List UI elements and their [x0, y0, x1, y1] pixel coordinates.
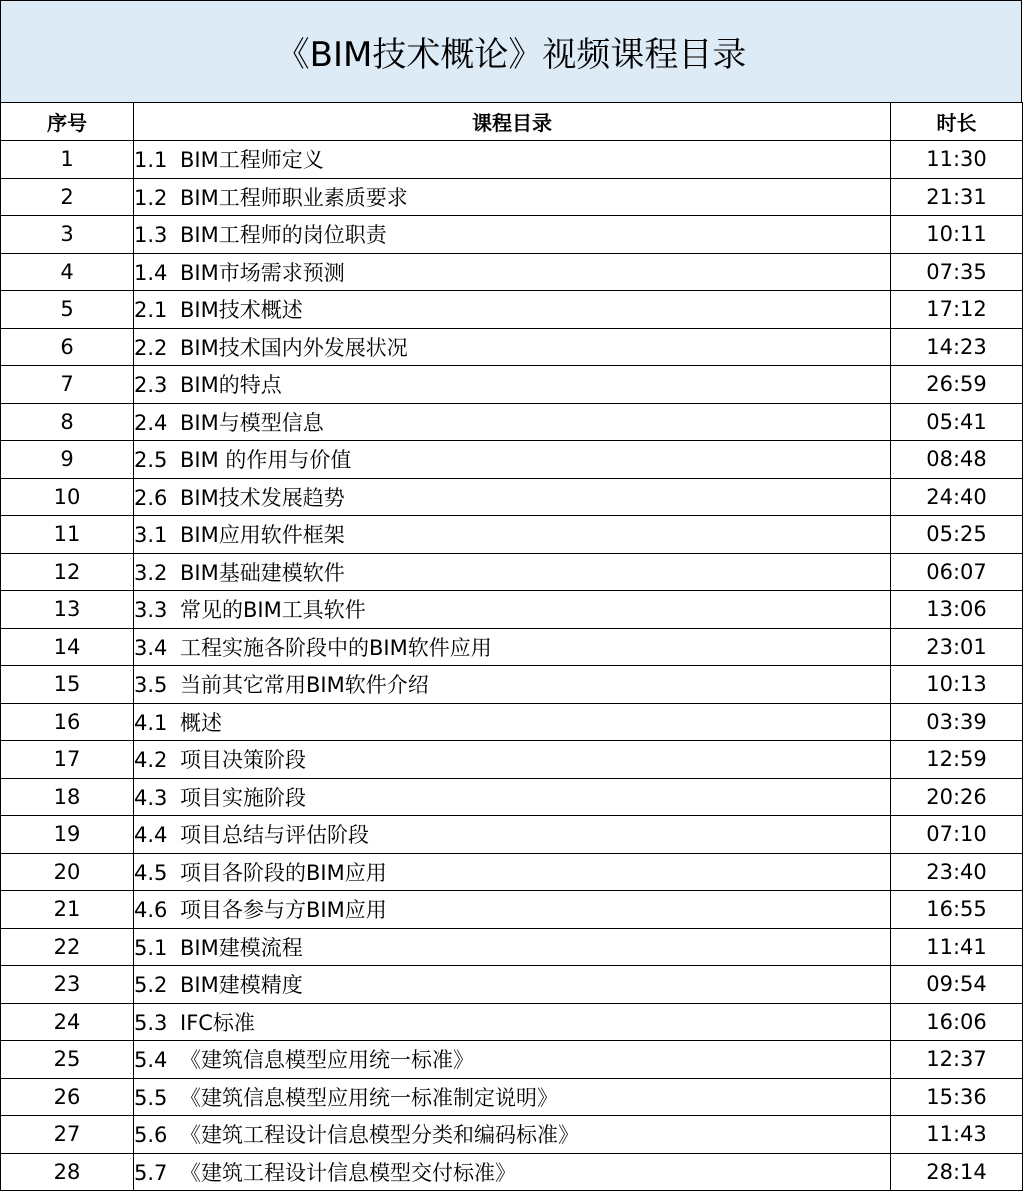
row-number: 11: [1, 516, 134, 554]
section-number: 4.6: [134, 898, 168, 923]
section-number: 2.5: [134, 448, 168, 473]
duration-cell: 17:12: [891, 291, 1023, 329]
section-number: 5.5: [134, 1085, 168, 1110]
row-number: 15: [1, 666, 134, 704]
course-cell: [134, 178, 891, 216]
course-name: BIM基础建模软件: [180, 560, 345, 585]
section-number: 2.6: [134, 485, 168, 510]
table-row: [1, 853, 1023, 891]
table-header-row: [1, 103, 1023, 141]
duration-cell: 12:37: [891, 1041, 1023, 1079]
table-row: [1, 216, 1023, 254]
duration-cell: 10:11: [891, 216, 1023, 254]
course-cell: [134, 253, 891, 291]
course-name: BIM市场需求预测: [180, 260, 345, 285]
course-name: 项目实施阶段: [180, 785, 306, 810]
duration-cell: 20:26: [891, 778, 1023, 816]
course-name: 概述: [180, 710, 222, 735]
row-number: 7: [1, 366, 134, 404]
course-cell: [134, 1041, 891, 1079]
course-name: 《建筑工程设计信息模型交付标准》: [180, 1160, 516, 1185]
course-name: BIM工程师职业素质要求: [180, 185, 408, 210]
header-course: 课程目录: [134, 103, 891, 141]
duration-cell: 12:59: [891, 741, 1023, 779]
course-name: BIM工程师定义: [180, 148, 324, 173]
table-row: [1, 1116, 1023, 1154]
course-cell: [134, 741, 891, 779]
row-number: 8: [1, 403, 134, 441]
course-name: BIM建模流程: [180, 935, 303, 960]
row-number: 13: [1, 591, 134, 629]
section-number: 2.2: [134, 335, 168, 360]
table-row: [1, 666, 1023, 704]
section-number: 5.3: [134, 1010, 168, 1035]
course-cell: [134, 1003, 891, 1041]
course-cell: [134, 966, 891, 1004]
course-name: BIM与模型信息: [180, 410, 324, 435]
table-row: [1, 253, 1023, 291]
duration-cell: 23:01: [891, 628, 1023, 666]
course-cell: [134, 628, 891, 666]
row-number: 1: [1, 141, 134, 179]
section-number: 4.2: [134, 748, 168, 773]
row-number: 10: [1, 478, 134, 516]
course-name: BIM建模精度: [180, 973, 303, 998]
section-number: 5.4: [134, 1048, 168, 1073]
table-row: [1, 816, 1023, 854]
course-cell: [134, 666, 891, 704]
course-name: 项目各参与方BIM应用: [180, 898, 387, 923]
table-row: [1, 366, 1023, 404]
row-number: 28: [1, 1153, 134, 1191]
row-number: 20: [1, 853, 134, 891]
duration-cell: 13:06: [891, 591, 1023, 629]
header-duration: 时长: [891, 103, 1023, 141]
course-cell: [134, 853, 891, 891]
catalog-table: [0, 102, 1023, 1191]
row-number: 27: [1, 1116, 134, 1154]
table-row: [1, 328, 1023, 366]
section-number: 5.2: [134, 973, 168, 998]
row-number: 25: [1, 1041, 134, 1079]
course-cell: [134, 891, 891, 929]
duration-cell: 05:41: [891, 403, 1023, 441]
section-number: 4.4: [134, 823, 168, 848]
duration-cell: 28:14: [891, 1153, 1023, 1191]
section-number: 5.6: [134, 1123, 168, 1148]
course-name: 工程实施各阶段中的BIM软件应用: [180, 635, 492, 660]
row-number: 26: [1, 1078, 134, 1116]
table-row: [1, 628, 1023, 666]
table-row: [1, 966, 1023, 1004]
row-number: 19: [1, 816, 134, 854]
duration-cell: 05:25: [891, 516, 1023, 554]
course-cell: [134, 816, 891, 854]
duration-cell: 07:10: [891, 816, 1023, 854]
table-row: [1, 141, 1023, 179]
catalog-title: 《BIM技术概论》视频课程目录: [0, 0, 1022, 103]
table-row: [1, 403, 1023, 441]
section-number: 1.4: [134, 260, 168, 285]
section-number: 5.1: [134, 935, 168, 960]
course-cell: [134, 1153, 891, 1191]
course-cell: [134, 216, 891, 254]
course-name: 项目总结与评估阶段: [180, 823, 369, 848]
section-number: 3.3: [134, 598, 168, 623]
course-name: 项目决策阶段: [180, 748, 306, 773]
duration-cell: 11:43: [891, 1116, 1023, 1154]
course-name: BIM工程师的岗位职责: [180, 223, 387, 248]
course-name: BIM的特点: [180, 373, 282, 398]
section-number: 4.1: [134, 710, 168, 735]
section-number: 1.1: [134, 148, 168, 173]
table-row: [1, 478, 1023, 516]
table-row: [1, 516, 1023, 554]
duration-cell: 11:41: [891, 928, 1023, 966]
course-cell: [134, 591, 891, 629]
duration-cell: 06:07: [891, 553, 1023, 591]
course-name: 项目各阶段的BIM应用: [180, 860, 387, 885]
duration-cell: 24:40: [891, 478, 1023, 516]
table-row: [1, 703, 1023, 741]
row-number: 4: [1, 253, 134, 291]
course-cell: [134, 141, 891, 179]
course-cell: [134, 328, 891, 366]
course-cell: [134, 928, 891, 966]
course-cell: [134, 1078, 891, 1116]
table-row: [1, 891, 1023, 929]
table-row: [1, 1153, 1023, 1191]
section-number: 5.7: [134, 1160, 168, 1185]
course-name: 《建筑工程设计信息模型分类和编码标准》: [180, 1123, 579, 1148]
course-name: 《建筑信息模型应用统一标准》: [180, 1048, 474, 1073]
course-name: BIM技术发展趋势: [180, 485, 345, 510]
course-cell: [134, 291, 891, 329]
course-cell: [134, 553, 891, 591]
duration-cell: 09:54: [891, 966, 1023, 1004]
course-cell: [134, 403, 891, 441]
section-number: 1.3: [134, 223, 168, 248]
row-number: 16: [1, 703, 134, 741]
course-name: BIM 的作用与价值: [180, 448, 352, 473]
table-row: [1, 778, 1023, 816]
duration-cell: 16:06: [891, 1003, 1023, 1041]
header-no: 序号: [1, 103, 134, 141]
duration-cell: 03:39: [891, 703, 1023, 741]
duration-cell: 23:40: [891, 853, 1023, 891]
table-row: [1, 1078, 1023, 1116]
table-row: [1, 928, 1023, 966]
table-row: [1, 591, 1023, 629]
course-name: BIM技术国内外发展状况: [180, 335, 408, 360]
course-name: 当前其它常用BIM软件介绍: [180, 673, 429, 698]
catalog-body: [1, 141, 1023, 1191]
table-row: [1, 741, 1023, 779]
duration-cell: 26:59: [891, 366, 1023, 404]
course-cell: [134, 703, 891, 741]
row-number: 17: [1, 741, 134, 779]
row-number: 24: [1, 1003, 134, 1041]
row-number: 6: [1, 328, 134, 366]
section-number: 3.4: [134, 635, 168, 660]
course-cell: [134, 1116, 891, 1154]
section-number: 2.4: [134, 410, 168, 435]
row-number: 18: [1, 778, 134, 816]
section-number: 2.1: [134, 298, 168, 323]
row-number: 9: [1, 441, 134, 479]
section-number: 3.2: [134, 560, 168, 585]
table-row: [1, 291, 1023, 329]
duration-cell: 07:35: [891, 253, 1023, 291]
duration-cell: 11:30: [891, 141, 1023, 179]
section-number: 1.2: [134, 185, 168, 210]
duration-cell: 16:55: [891, 891, 1023, 929]
table-row: [1, 553, 1023, 591]
table-row: [1, 178, 1023, 216]
course-cell: [134, 778, 891, 816]
course-cell: [134, 516, 891, 554]
table-row: [1, 1003, 1023, 1041]
row-number: 22: [1, 928, 134, 966]
table-row: [1, 441, 1023, 479]
section-number: 4.5: [134, 860, 168, 885]
duration-cell: 15:36: [891, 1078, 1023, 1116]
table-row: [1, 1041, 1023, 1079]
course-name: BIM技术概述: [180, 298, 303, 323]
row-number: 3: [1, 216, 134, 254]
row-number: 21: [1, 891, 134, 929]
course-cell: [134, 366, 891, 404]
section-number: 3.5: [134, 673, 168, 698]
duration-cell: 14:23: [891, 328, 1023, 366]
duration-cell: 10:13: [891, 666, 1023, 704]
course-name: BIM应用软件框架: [180, 523, 345, 548]
course-cell: [134, 478, 891, 516]
course-cell: [134, 441, 891, 479]
row-number: 5: [1, 291, 134, 329]
duration-cell: 21:31: [891, 178, 1023, 216]
row-number: 12: [1, 553, 134, 591]
row-number: 2: [1, 178, 134, 216]
section-number: 4.3: [134, 785, 168, 810]
course-name: 《建筑信息模型应用统一标准制定说明》: [180, 1085, 558, 1110]
section-number: 3.1: [134, 523, 168, 548]
course-name: IFC标准: [180, 1010, 255, 1035]
section-number: 2.3: [134, 373, 168, 398]
row-number: 23: [1, 966, 134, 1004]
duration-cell: 08:48: [891, 441, 1023, 479]
row-number: 14: [1, 628, 134, 666]
course-name: 常见的BIM工具软件: [180, 598, 366, 623]
